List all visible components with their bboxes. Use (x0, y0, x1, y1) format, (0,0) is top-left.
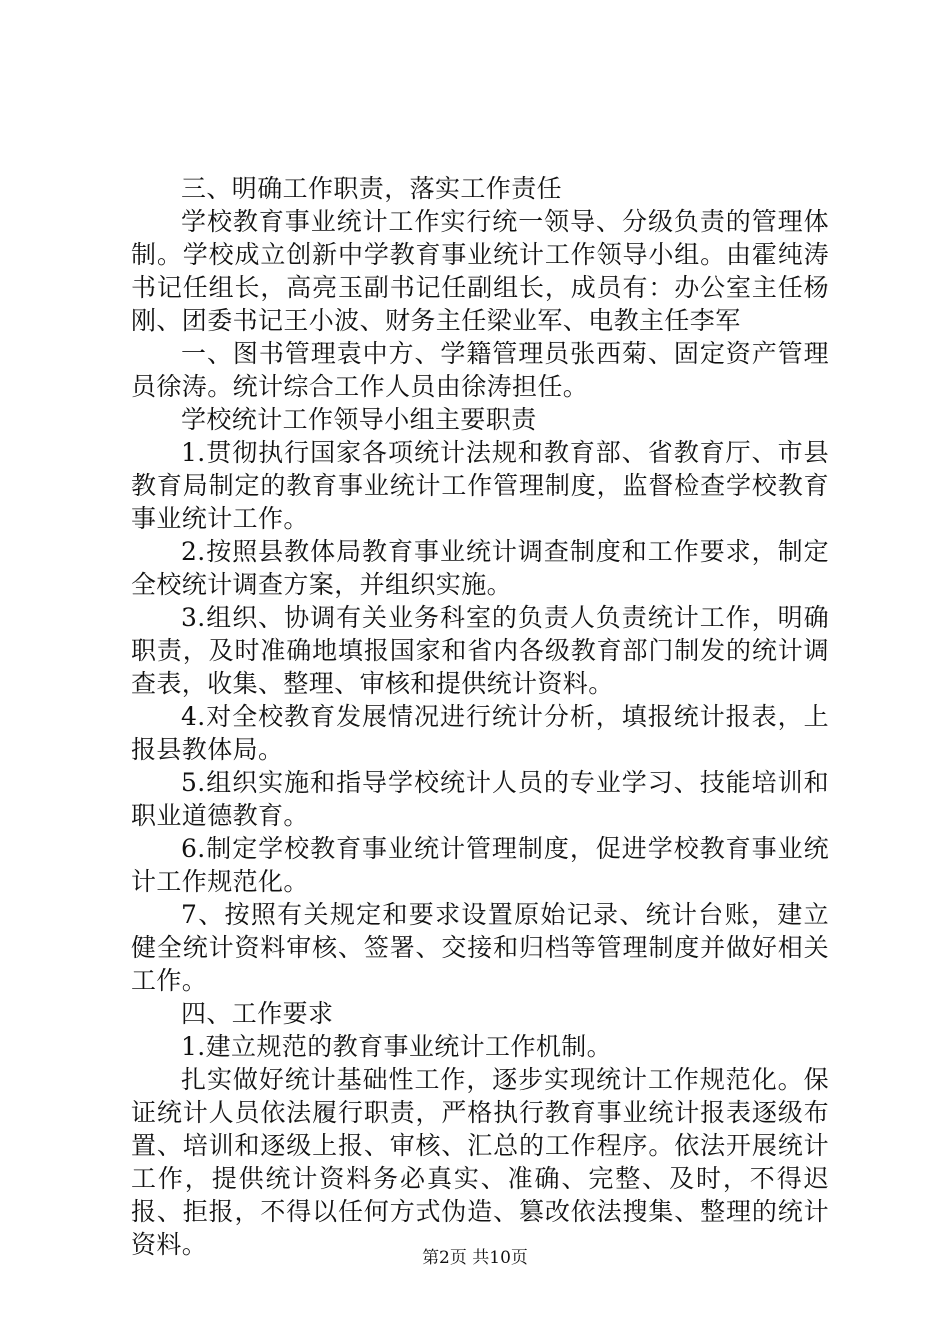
paragraph-duties-heading: 学校统计工作领导小组主要职责 (181, 405, 537, 434)
requirement-item-1: 1.建立规范的教育事业统计工作机制。 (181, 1032, 613, 1061)
paragraph-members: 一、图书管理袁中方、学籍管理员张西菊、固定资产管理员徐涛。统计综合工作人员由徐涛担任。 (131, 339, 829, 401)
duty-item-4: 4.对全校教育发展情况进行统计分析，填报统计报表，上报县教体局。 (131, 702, 829, 764)
page-number-footer: 第2页 共10页 (422, 1248, 528, 1268)
duty-item-2: 2.按照县教体局教育事业统计调查制度和工作要求，制定全校统计调查方案，并组织实施。 (131, 537, 829, 599)
duty-item-1: 1.贯彻执行国家各项统计法规和教育部、省教育厅、市县教育局制定的教育事业统计工作管理制度，监督检查学校教育事业统计工作。 (131, 438, 829, 533)
section-heading-3: 三、明确工作职责，落实工作责任 (181, 174, 563, 203)
section-heading-4: 四、工作要求 (181, 999, 334, 1028)
paragraph-basic-work: 扎实做好统计基础性工作，逐步实现统计工作规范化。保证统计人员依法履行职责，严格执行教育事业统计报表逐级布置、培训和逐级上报、审核、汇总的工作程序。依法开展统计工作，提供统计资料务必真实、准确、完整、及时，不得迟报、拒报，不得以任何方式伪造、篡改依法搜集、整理的统计资料。 (131, 1065, 829, 1259)
duty-item-3: 3.组织、协调有关业务科室的负责人负责统计工作，明确职责，及时准确地填报国家和省内各级教育部门制发的统计调查表，收集、整理、审核和提供统计资料。 (131, 603, 829, 698)
document-body (131, 172, 829, 1261)
paragraph-management-system: 学校教育事业统计工作实行统一领导、分级负责的管理体制。学校成立创新中学教育事业统计工作领导小组。由霍纯涛书记任组长，高亮玉副书记任副组长，成员有：办公室主任杨刚、团委书记王小波、财务主任梁业军、电教主任李军 (131, 207, 829, 335)
duty-item-7: 7、按照有关规定和要求设置原始记录、统计台账，建立健全统计资料审核、签署、交接和归档等管理制度并做好相关工作。 (131, 900, 829, 995)
duty-item-6: 6.制定学校教育事业统计管理制度，促进学校教育事业统计工作规范化。 (131, 834, 829, 896)
duty-item-5: 5.组织实施和指导学校统计人员的专业学习、技能培训和职业道德教育。 (131, 768, 829, 830)
